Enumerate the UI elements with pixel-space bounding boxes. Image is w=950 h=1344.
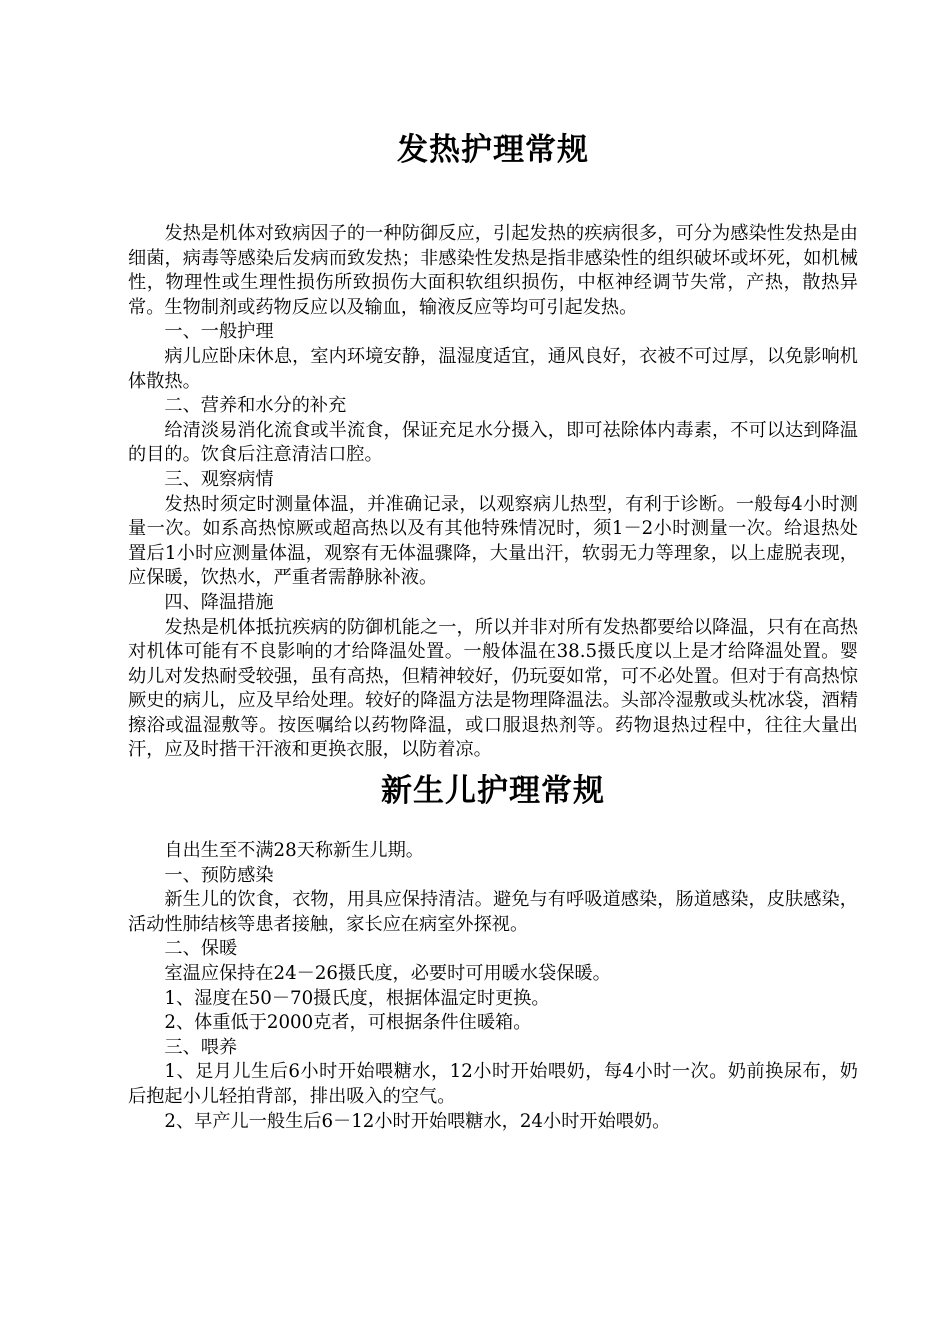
fever-care-body [128,222,858,763]
full-term-feeding-item: 1、足月儿生后6小时开始喂糖水，12小时开始喂奶，每4小时一次。奶前换尿布，奶后抱起小儿轻拍背部，排出吸入的空气。 [128,1061,858,1107]
nutrition-water-paragraph: 给清淡易消化流食或半流食，保证充足水分摄入，即可祛除体内毒素，不可以达到降温的目的。饮食后注意清洁口腔。 [128,419,858,466]
heading-prevent-infection: 一、预防感染 [164,864,274,886]
general-care-paragraph: 病儿应卧床休息，室内环境安静，温湿度适宜，通风良好，衣被不可过厚，以免影响机体散热。 [128,345,858,392]
prevent-infection-paragraph: 新生儿的饮食，衣物，用具应保持清洁。避免与有呼吸道感染，肠道感染，皮肤感染，活动性肺结核等患者接触，家长应在病室外探视。 [128,889,858,935]
heading-general-care: 一、一般护理 [164,321,274,343]
document-title-fever-care: 发热护理常规 [397,132,589,168]
low-weight-item: 2、体重低于2000克者，可根据条件住暖箱。 [164,1012,532,1034]
heading-nutrition-water: 二、营养和水分的补充 [164,395,347,417]
keep-warm-paragraph: 室温应保持在24－26摄氏度，必要时可用暖水袋保暖。 [164,963,611,985]
document-title-newborn-care: 新生儿护理常规 [381,773,605,810]
humidity-item: 1、湿度在50－70摄氏度，根据体温定时更换。 [164,987,550,1009]
heading-cooling-measures: 四、降温措施 [164,591,274,613]
premature-feeding-item: 2、早产儿一般生后6－12小时开始喂糖水，24小时开始喂奶。 [164,1110,671,1132]
observe-condition-paragraph: 发热时须定时测量体温，并准确记录，以观察病儿热型，有利于诊断。一般每4小时测量一次。如系高热惊厥或超高热以及有其他特殊情况时，须1－2小时测量一次。给退热处置后1小时应测量体温，观察有无体温骤降，大量出汗，软弱无力等理象，以上虚脱表现，应保暖，饮热水，严重者需静脉补液。 [128,493,858,589]
heading-feeding: 三、喂养 [164,1036,238,1058]
newborn-intro-paragraph: 自出生至不满28天称新生儿期。 [164,840,424,862]
heading-keep-warm: 二、保暖 [164,938,238,960]
newborn-care-body [128,839,858,1134]
cooling-measures-paragraph: 发热是机体抵抗疾病的防御机能之一，所以并非对所有发热都要给以降温，只有在高热对机体可能有不良影响的才给降温处置。一般体温在38.5摄氏度以上是才给降温处置。婴幼儿对发热耐受较强，虽有高热，但精神较好，仍玩耍如常，可不必处置。但对于有高热惊厥史的病儿，应及早给处理。较好的降温方法是物理降温法。头部冷湿敷或头枕冰袋，酒精擦浴或温湿敷等。按医嘱给以药物降温，或口服退热剂等。药物退热过程中，往往大量出汗，应及时揩干汗液和更换衣服，以防着凉。 [128,616,858,761]
heading-observe-condition: 三、观察病情 [164,468,274,490]
document-page [128,0,858,1134]
fever-intro-paragraph: 发热是机体对致病因子的一种防御反应，引起发热的疾病很多，可分为感染性发热是由细菌，病毒等感染后发病而致发热；非感染性发热是指非感染性的组织破坏或坏死，如机械性，物理性或生理性损伤所致损伤大面积软组织损伤，中枢神经调节失常，产热，散热异常。生物制剂或药物反应以及输血，输液反应等均可引起发热。 [128,223,858,318]
